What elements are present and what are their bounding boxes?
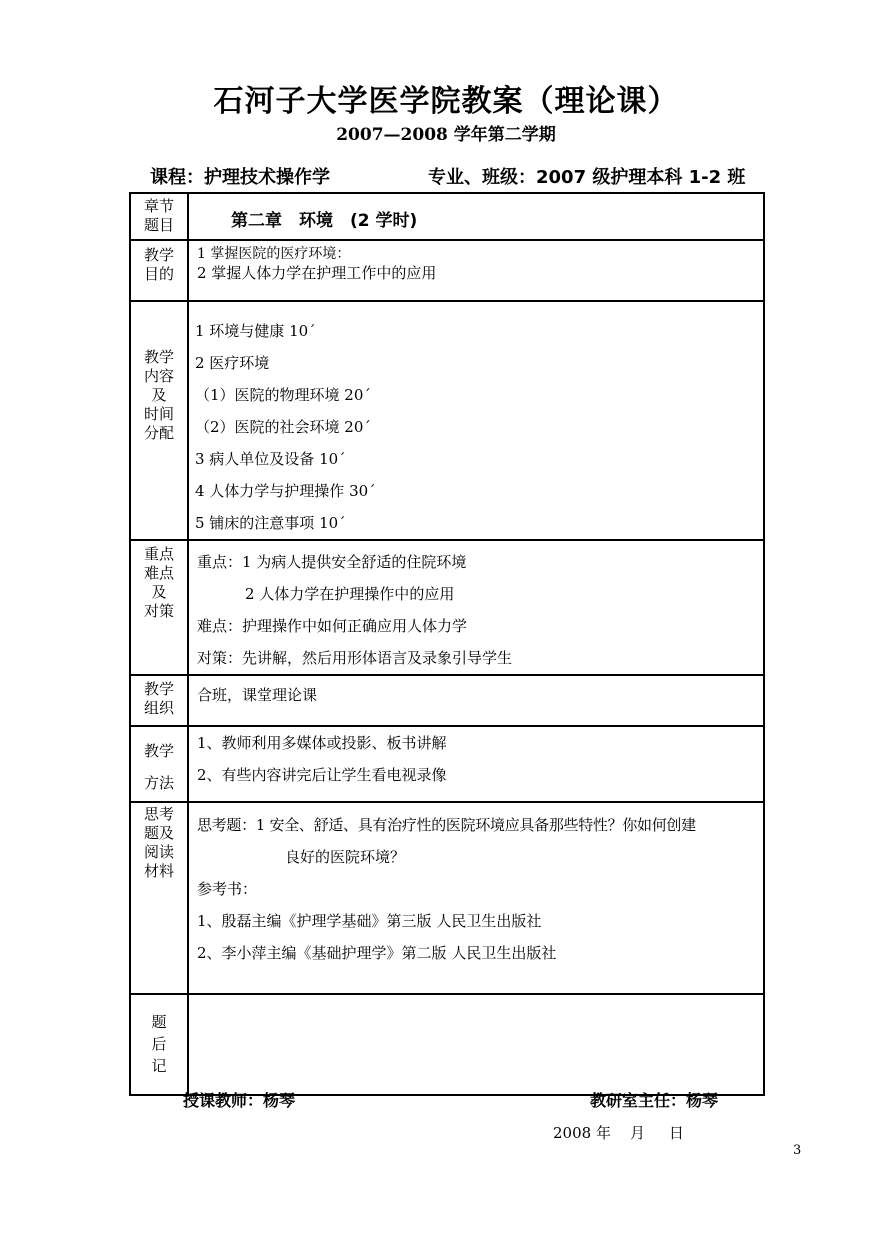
- row-methods: [130, 726, 764, 802]
- label-line: 教学: [143, 742, 174, 760]
- goal-item: 1 掌握医院的医疗环境：: [197, 246, 351, 262]
- content-item: （2）医院的社会环境 20´: [195, 418, 371, 436]
- difficulty: 难点：护理操作中如何正确应用人体力学: [197, 617, 468, 635]
- label-line: 时间: [143, 405, 174, 423]
- methods-content: [188, 726, 764, 802]
- content-list: [188, 301, 764, 540]
- label-line: 及: [151, 583, 167, 601]
- afterword-content: [188, 994, 764, 1095]
- row-label: [130, 301, 188, 540]
- chapter-text: 第二章 环境 (2 学时): [231, 211, 418, 231]
- major-class: 专业、班级：2007 级护理本科 1-2 班: [428, 167, 746, 188]
- content-item: 1 环境与健康 10´: [195, 322, 316, 340]
- label-line: 目的: [143, 265, 174, 283]
- teacher-signature: 授课教师：杨琴: [183, 1091, 296, 1110]
- organization-text: 合班，课堂理论课: [197, 686, 318, 704]
- content-item: 3 病人单位及设备 10´: [195, 450, 346, 468]
- semester: 2007—2008 学年第二学期: [336, 125, 556, 145]
- reading-content: [188, 802, 764, 994]
- thinking-question-cont: 良好的医院环境？: [285, 848, 406, 866]
- method-item: 2、有些内容讲完后让学生看电视录像: [197, 766, 447, 784]
- label-line: 教学: [143, 348, 174, 366]
- reference-item: 1、殷磊主编《护理学基础》第三版 人民卫生出版社: [197, 912, 542, 930]
- page-number: 3: [793, 1143, 802, 1158]
- row-chapter: [130, 193, 764, 240]
- row-content: [130, 301, 764, 540]
- label-line: 教学: [143, 680, 174, 698]
- label-line: 教学: [143, 246, 174, 264]
- label-line: 方法: [143, 774, 174, 792]
- goals-content: [188, 240, 764, 301]
- row-goals: [130, 240, 764, 301]
- label-line: 题目: [143, 216, 174, 234]
- key-point: 重点：1 为病人提供安全舒适的住院环境: [197, 553, 467, 571]
- method-item: 1、教师利用多媒体或投影、板书讲解: [197, 734, 447, 752]
- label-line: 材料: [143, 862, 174, 880]
- label-line: 题: [151, 1013, 167, 1031]
- content-item: （1）医院的物理环境 20´: [195, 386, 371, 404]
- reference-item: 2、李小萍主编《基础护理学》第二版 人民卫生出版社: [197, 944, 557, 962]
- reference-heading: 参考书：: [197, 880, 258, 898]
- label-line: 题及: [143, 824, 174, 842]
- label-line: 及: [151, 386, 167, 404]
- label-line: 后: [151, 1035, 167, 1053]
- thinking-question: 思考题：1 安全、舒适、具有治疗性的医院环境应具备那些特性？你如何创建: [197, 816, 696, 834]
- row-keypoints: [130, 540, 764, 675]
- label-line: 思考: [143, 805, 174, 823]
- row-afterword: [130, 994, 764, 1095]
- label-line: 重点: [143, 545, 174, 563]
- row-label: [130, 675, 188, 726]
- date: 2008 年 月 日: [553, 1124, 684, 1142]
- document-title: 石河子大学医学院教案（理论课）: [213, 84, 679, 119]
- goal-item: 2 掌握人体力学在护理工作中的应用: [197, 264, 437, 282]
- label-line: 内容: [143, 367, 174, 385]
- label-line: 对策: [143, 602, 174, 620]
- content-item: 4 人体力学与护理操作 30´: [195, 482, 376, 500]
- row-label: [130, 193, 188, 240]
- row-label: [130, 726, 188, 802]
- content-item: 5 铺床的注意事项 10´: [195, 514, 346, 532]
- row-label: [130, 240, 188, 301]
- label-line: 章节: [143, 197, 174, 215]
- director-signature: 教研室主任：杨琴: [590, 1091, 719, 1110]
- row-organization: [130, 675, 764, 726]
- row-label: [130, 994, 188, 1095]
- course-name: 课程：护理技术操作学: [150, 167, 330, 188]
- strategy: 对策：先讲解，然后用形体语言及录象引导学生: [197, 649, 513, 667]
- keypoints-content: [188, 540, 764, 675]
- organization-content: [188, 675, 764, 726]
- content-item: 2 医疗环境: [195, 354, 270, 372]
- row-label: [130, 802, 188, 994]
- label-line: 记: [151, 1057, 167, 1075]
- row-label: [130, 540, 188, 675]
- row-reading: [130, 802, 764, 994]
- chapter-title: [188, 193, 764, 240]
- key-point: 2 人体力学在护理操作中的应用: [245, 585, 455, 603]
- label-line: 阅读: [143, 843, 174, 861]
- lesson-plan-table: [129, 192, 765, 1096]
- label-line: 难点: [143, 564, 174, 582]
- label-line: 组织: [143, 699, 174, 717]
- label-line: 分配: [143, 424, 174, 442]
